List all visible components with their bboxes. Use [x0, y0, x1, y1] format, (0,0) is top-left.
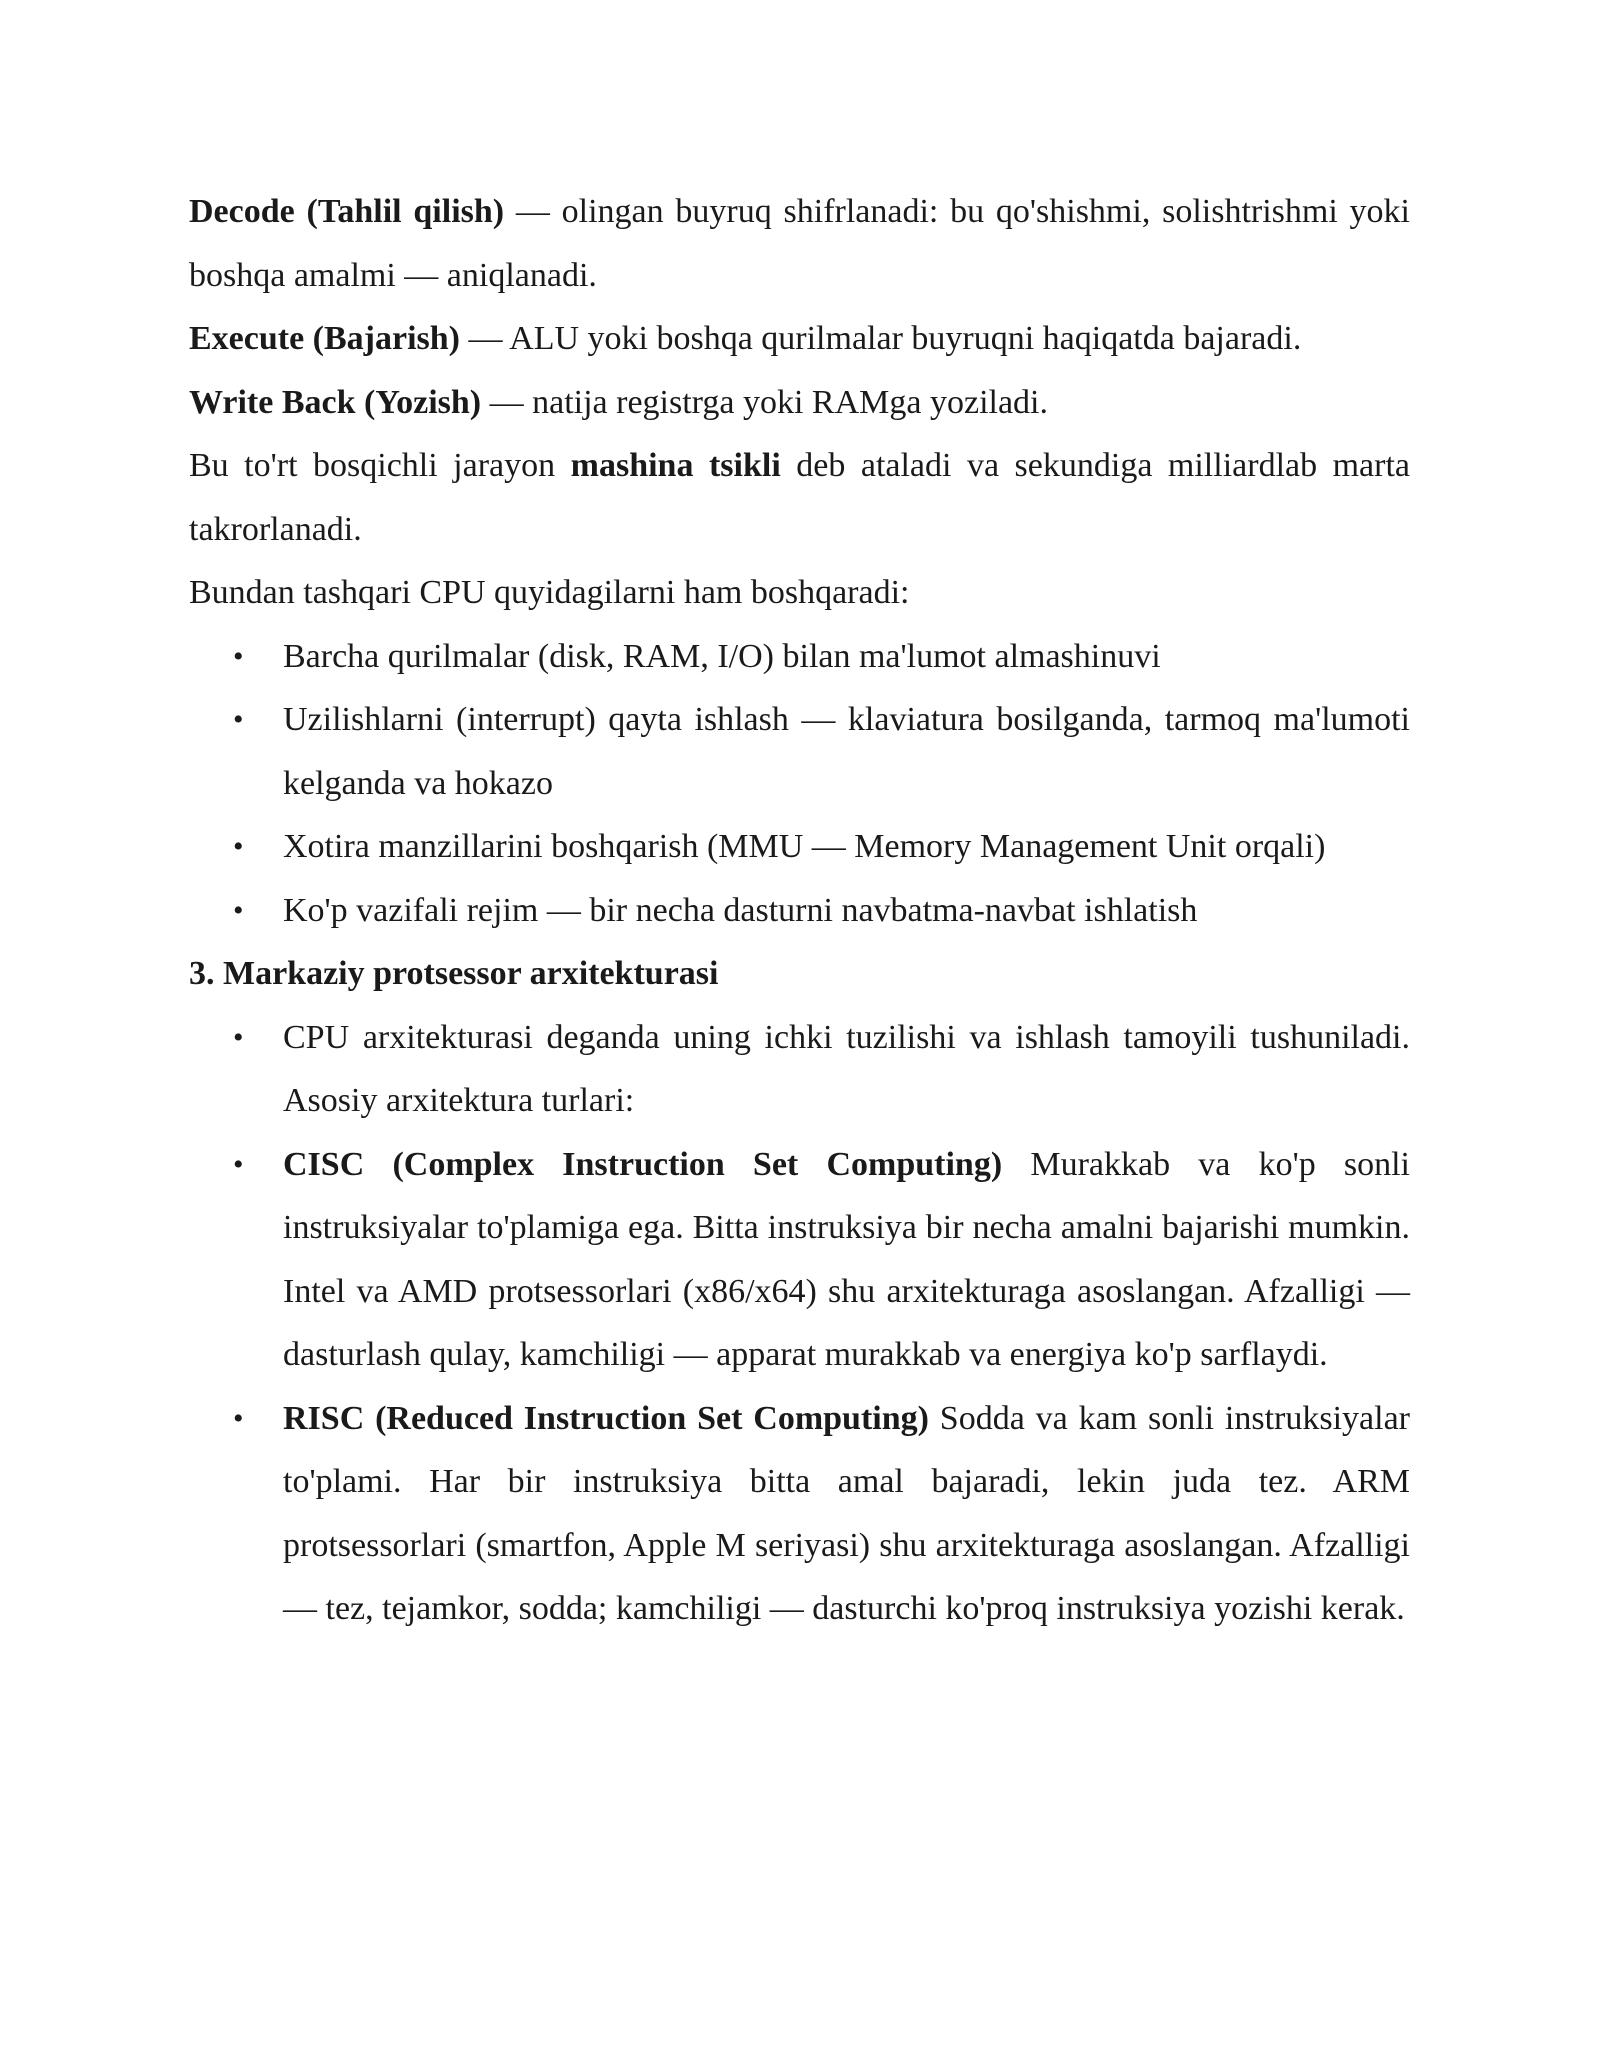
execute-term: Execute (Bajarish): [189, 320, 461, 357]
bullet-icon: •: [233, 1020, 244, 1054]
cisc-term: CISC (Complex Instruction Set Computing): [283, 1145, 1003, 1183]
decode-term: Decode (Tahlil qilish): [189, 193, 505, 230]
list-item-text: Ko'p vazifali rejim — bir necha dasturni navbatma-navbat ishlatish: [283, 891, 1198, 929]
cisc-text: Murakkab va ko'p sonli instruksiyalar to'plamiga ega. Bitta instruksiya bir necha amalni bajarishi mumkin. Intel va AMD protsessorlari (x86/x64) shu arxitekturaga asoslangan. Afzalligi — dasturlash qulay, kamchiligi — apparat murakkab va energiya ko'p sarflaydi.: [283, 1145, 1411, 1373]
machine-cycle-term: mashina tsikli: [570, 447, 781, 484]
write-back-term: Write Back (Yozish): [189, 383, 482, 421]
decode-text: — olingan buyruq shifrlanadi: bu qo'shishmi, solishtrishmi yoki boshqa amalmi — aniqlanadi.: [189, 193, 1411, 294]
list-item-text: Barcha qurilmalar (disk, RAM, I/O) bilan ma'lumot almashinuvi: [283, 637, 1161, 675]
list-item-risc: [233, 1387, 1410, 1641]
bullet-icon: •: [233, 893, 244, 927]
control-list: [189, 625, 1410, 943]
bullet-icon: •: [233, 703, 244, 736]
list-item: [233, 625, 1410, 689]
list-item-text: Xotira manzillarini boshqarish (MMU — Memory Management Unit orqali): [283, 828, 1326, 865]
machine-cycle-text-after: deb ataladi va sekundiga milliardlab marta takrorlanadi.: [189, 447, 1410, 548]
machine-cycle-paragraph: [189, 434, 1410, 561]
page-content: [189, 180, 1410, 1641]
execute-text: — ALU yoki boshqa qurilmalar buyruqni haqiqatda bajaradi.: [460, 320, 1302, 357]
section-heading: 3. Markaziy protsessor arxitekturasi: [189, 955, 719, 992]
architecture-list: [189, 1006, 1410, 1641]
decode-paragraph: [189, 180, 1410, 307]
risc-text: Sodda va kam sonli instruksiyalar to'plami. Har bir instruksiya bitta amal bajaradi, lekin juda tez. ARM protsessorlari (smartfon, Apple M seriyasi) shu arxitekturaga asoslangan. Afzalligi — tez, tejamkor, sodda; kamchiligi — dasturchi ko'proq instruksiya yozishi kerak.: [283, 1399, 1410, 1627]
list-item: [233, 1006, 1410, 1133]
machine-cycle-text-before: Bu to'rt bosqichli jarayon: [189, 447, 571, 484]
write-back-text: — natija registrga yoki RAMga yoziladi.: [481, 383, 1049, 421]
list-item: [233, 879, 1410, 943]
control-intro: Bundan tashqari CPU quyidagilarni ham boshqaradi:: [189, 574, 910, 611]
list-item: [233, 688, 1410, 815]
list-item-text: Uzilishlarni (interrupt) qayta ishlash — klaviatura bosilganda, tarmoq ma'lumoti kelganda va hokazo: [283, 701, 1410, 802]
bullet-icon: •: [233, 1147, 244, 1181]
bullet-icon: •: [233, 639, 244, 673]
bullet-icon: •: [233, 830, 244, 863]
bullet-icon: •: [233, 1401, 244, 1435]
list-item-text: CPU arxitekturasi deganda uning ichki tuzilishi va ishlash tamoyili tushuniladi. Asosiy arxitektura turlari:: [283, 1018, 1410, 1119]
execute-paragraph: [189, 307, 1410, 371]
risc-term: RISC (Reduced Instruction Set Computing): [283, 1399, 929, 1437]
list-item-cisc: [233, 1133, 1411, 1387]
write-back-paragraph: [189, 371, 1410, 435]
list-item: [233, 815, 1410, 879]
